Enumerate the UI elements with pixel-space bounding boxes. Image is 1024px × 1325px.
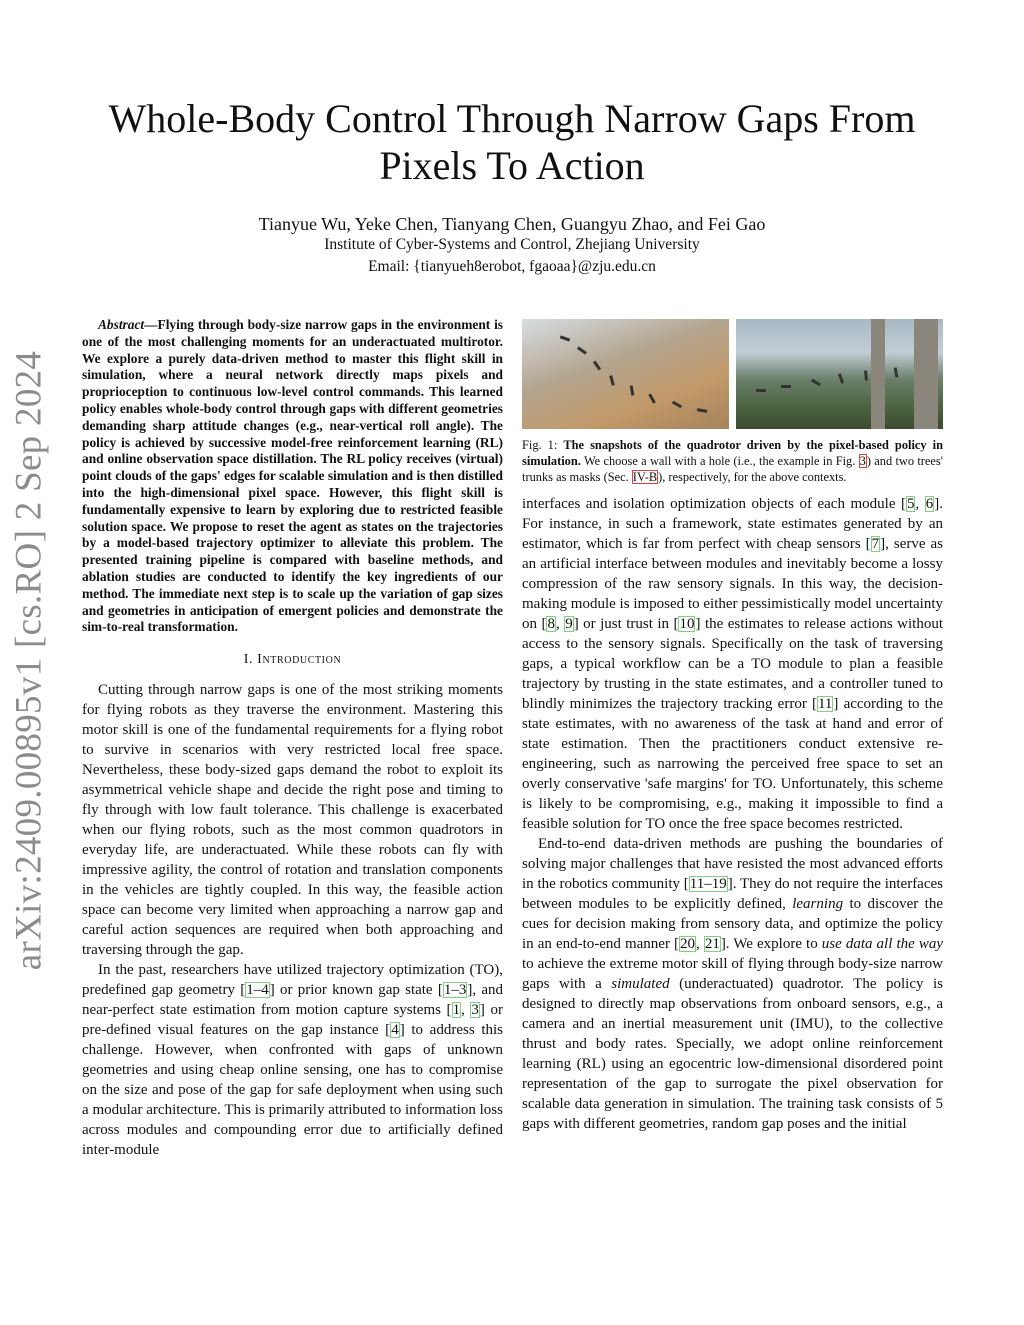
quadrotor-snapshot [648, 393, 656, 403]
snapshot-tree-trunks-image [736, 319, 943, 429]
quadrotor-snapshot [811, 379, 821, 387]
citation-link[interactable]: 21 [704, 936, 720, 952]
author-list: Tianyue Wu, Yeke Chen, Tianyang Chen, Guangyu Zhao, and Fei Gao [258, 214, 766, 234]
intro-paragraph-3: interfaces and isolation optimization objects of each module [5, 6]. For instance, in such a framework, state estimates generated by an estimator, which is far from perfect with cheap sensors [7], serve as an artificial interface between modules and inevitably become a lossy compression of the raw sensory signals. In this way, the decision-making module is imposed to either pessimistically model uncertainty on [8, 9] or just trust in [10] the estimates to release actions without access to the sensory signals. Specifically on the task of traversing gaps, a typical workflow can be a TO module to plan a feasible trajectory by trusting in the state estimates, and a controller tuned to blindly minimizes the trajectory tracking error [11] according to the state estimates, with no awareness of the task at hand and error of state estimation. Then the practitioners conduct extensive re-engineering, such as narrowing the perceived free space to set an overly conservative 'safe margins' for TO. Unfortunately, this scheme is likely to be compromising, e.g., making it impossible to find a feasible solution for TO once the free space becomes restricted. [522, 496, 944, 832]
intro-paragraph-2: In the past, researchers have utilized trajectory optimization (TO), predefined gap geometry [1–4] or prior known gap state [1–3], and near-perfect state estimation from motion capture systems [1, 3] or pre-defined visual features on the gap instance [4] to address this challenge. However, when confronted with gaps of unknown geometries and using cheap online sensing, one has to compromise on the size and pose of the gap for safe deployment when using such a modular architecture. This is primarily attributed to information loss across modules and compounding error due to artificially defined inter-module [82, 962, 503, 1159]
figure-1-caption: Fig. 1: The snapshots of the quadrotor driven by the pixel-based policy in simulation. We choose a wall with a hole (i.e., the example in Fig. 3) and two trees' trunks as masks (Sec. IV-B), respectively, for the above contexts. [522, 438, 943, 484]
citation-link[interactable]: 10 [679, 616, 695, 632]
citation-link[interactable]: 6 [925, 496, 934, 512]
intro-paragraph-4: End-to-end data-driven methods are pushing the boundaries of solving major challenges that have resisted the most advanced efforts in the robotics community [11–19]. They do not require the interfaces between modules to be explicitly defined, learning to discover the cues for decision making from sensory data, and optimize the policy in an end-to-end manner [20, 21]. We explore to use data all the way to achieve the extreme motor skill of flying through body-size narrow gaps with a simulated (underactuated) quadrotor. The policy is designed to directly map observations from onboard sensors, e.g., a camera and an inertial measurement unit (IMU), to the collective thrust and body rates. Specially, we adopt online reinforcement learning (RL) using an egocentric low-dimensional disordered point representation of the gap to surrogate the pixel observation for scalable data generation in simulation. The training task consists of 5 gaps with different geometries, random gap poses and the initial [522, 836, 943, 1132]
abstract-label: Abstract [98, 317, 145, 332]
right-column [522, 494, 943, 1134]
left-column [82, 317, 503, 1160]
quadrotor-snapshot [560, 335, 570, 341]
abstract-text: —Flying through body-size narrow gaps in the environment is one of the most challenging moments for an underactuated multirotor. We explore a purely data-driven method to master this flight skill in simulation, where a neural network directly maps pixels and proprioception to continuous low-level control commands. This learned policy enables whole-body control through gaps with different geometries demanding sharp attitude changes (e.g., near-vertical roll angle). The policy is achieved by successive model-free reinforcement learning (RL) and online observation space distillation. The RL policy receives (virtual) point clouds of the gaps' edges for scalable simulation and is then distilled into the high-dimensional pixel space. However, this flight skill is fundamentally expensive to learn by exploring due to restricted feasible solution space. We propose to reset the agent as states on the trajectories by a model-based trajectory optimizer to alleviate this problem. The presented training pipeline is compared with baseline methods, and ablation studies are conducted to identify the key ingredients of our method. The immediate next step is to scale up the variation of gap sizes and geometries in anticipation of emergent policies and demonstrate the sim-to-real transformation. [82, 317, 503, 635]
figure-1-images [522, 319, 943, 429]
abstract [82, 317, 503, 636]
citation-link[interactable]: 20 [680, 936, 695, 952]
citation-link[interactable]: 5 [906, 496, 915, 512]
tree-trunk [914, 319, 938, 429]
citation-link[interactable]: 8 [547, 616, 555, 632]
citation-link[interactable]: 1–3 [443, 982, 467, 999]
quadrotor-snapshot [577, 346, 587, 354]
arxiv-id: arXiv:2409.00895v1 [cs.RO] 2 Sep 2024 [8, 350, 50, 970]
arxiv-stamp [8, 350, 50, 970]
quadrotor-snapshot [781, 385, 791, 388]
quadrotor-snapshot [593, 361, 601, 371]
quadrotor-snapshot [609, 375, 614, 385]
tree-trunk [871, 319, 885, 429]
section-heading-introduction: I. Introduction [243, 652, 342, 668]
quadrotor-snapshot [838, 373, 844, 383]
affiliation: Institute of Cyber-Systems and Control, Zhejiang University [324, 236, 700, 253]
citation-link[interactable]: 3 [471, 1002, 479, 1019]
snapshot-wall-hole-image [522, 319, 729, 429]
citation-link[interactable]: 11 [817, 696, 833, 712]
paper-title: Whole-Body Control Through Narrow Gaps From Pixels To Action [108, 96, 916, 188]
citation-link[interactable]: 7 [871, 536, 880, 552]
quadrotor-snapshot [697, 408, 707, 413]
citation-link[interactable]: 1–4 [246, 982, 269, 999]
intro-paragraph-1: Cutting through narrow gaps is one of the most striking moments for flying robots as they traverse the environment. Mastering this motor skill is one of the fundamental requirements for a flying robot to survive in scenarios with very restricted local free space. Nevertheless, these body-sized gaps demand the robot to exploit its asymmetrical vehicle shape and decide the right pose and timing to fly through with low fault tolerance. This challenge is exacerbated when our flying robots, such as the most common quadrotors in everyday life, are underactuated. While these robots can fly with impressive agility, the control of rotation and translation components in the vehicles are tightly coupled. In this way, the feasible action space can become very limited when approaching a narrow gap and careful action sequences are required when both approaching and traversing through the gap. [82, 682, 503, 959]
figure-ref-link[interactable]: 3 [859, 454, 866, 468]
quadrotor-snapshot [894, 367, 899, 377]
quadrotor-snapshot [864, 370, 868, 380]
citation-link[interactable]: 11–19 [689, 876, 727, 892]
quadrotor-snapshot [672, 401, 682, 409]
quadrotor-snapshot [630, 385, 635, 395]
citation-link[interactable]: 9 [565, 616, 573, 632]
contact-email: Email: {tianyueh8erobot, fgaoaa}@zju.edu.cn [368, 258, 656, 275]
section-ref-link[interactable]: IV-B [632, 470, 658, 484]
quadrotor-snapshot [756, 389, 766, 392]
citation-link[interactable]: 1 [452, 1002, 461, 1019]
figure-1 [522, 319, 943, 485]
citation-link[interactable]: 4 [391, 1022, 399, 1039]
